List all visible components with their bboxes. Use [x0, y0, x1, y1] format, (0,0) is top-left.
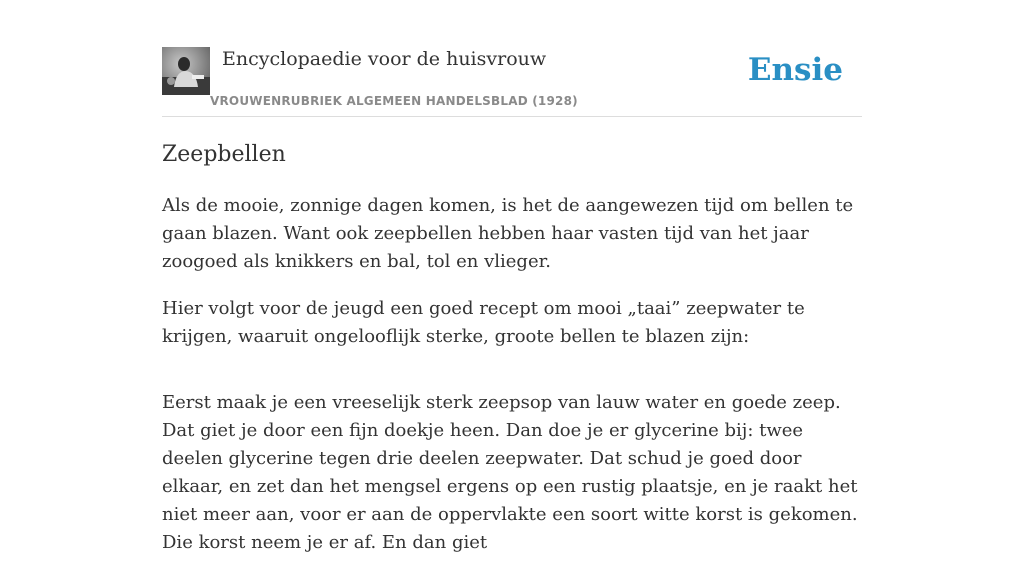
site-title[interactable]: Encyclopaedie voor de huisvrouw: [222, 48, 547, 70]
article-paragraph: Eerst maak je een vreeselijk sterk zeepsop van lauw water en goede zeep. Dat giet je door een fijn doekje heen. Dan doe je er glycerine bij: twee deelen glycerine tegen drie deelen zeepwater. Dat schud je goed door elkaar, en zet dan het mengsel ergens op een rustig plaatsje, en je raakt het niet meer aan, voor er aan de oppervlakte een soort witte korst is gekomen. Die korst neem je er af. En dan giet: [162, 392, 858, 553]
site-subtitle[interactable]: VROUWENRUBRIEK ALGEMEEN HANDELSBLAD (1928): [210, 94, 578, 108]
site-header: [162, 46, 862, 117]
avatar[interactable]: [162, 47, 210, 95]
article-paragraph: Hier volgt voor de jeugd een goed recept om mooi „taai” zeepwater te krijgen, waaruit ongelooflijk sterke, groote bellen te blazen zijn:: [162, 298, 805, 347]
article-title: Zeepbellen: [162, 142, 286, 167]
avatar-photo-icon: [162, 47, 210, 95]
article-paragraph: Als de mooie, zonnige dagen komen, is het de aangewezen tijd om bellen te gaan blazen. Want ook zeepbellen hebben haar vasten tijd van het jaar zoogoed als knikkers en bal, tol en vlieger.: [162, 195, 854, 272]
brand-logo[interactable]: Ensie: [747, 52, 843, 88]
article-body: [162, 192, 866, 576]
